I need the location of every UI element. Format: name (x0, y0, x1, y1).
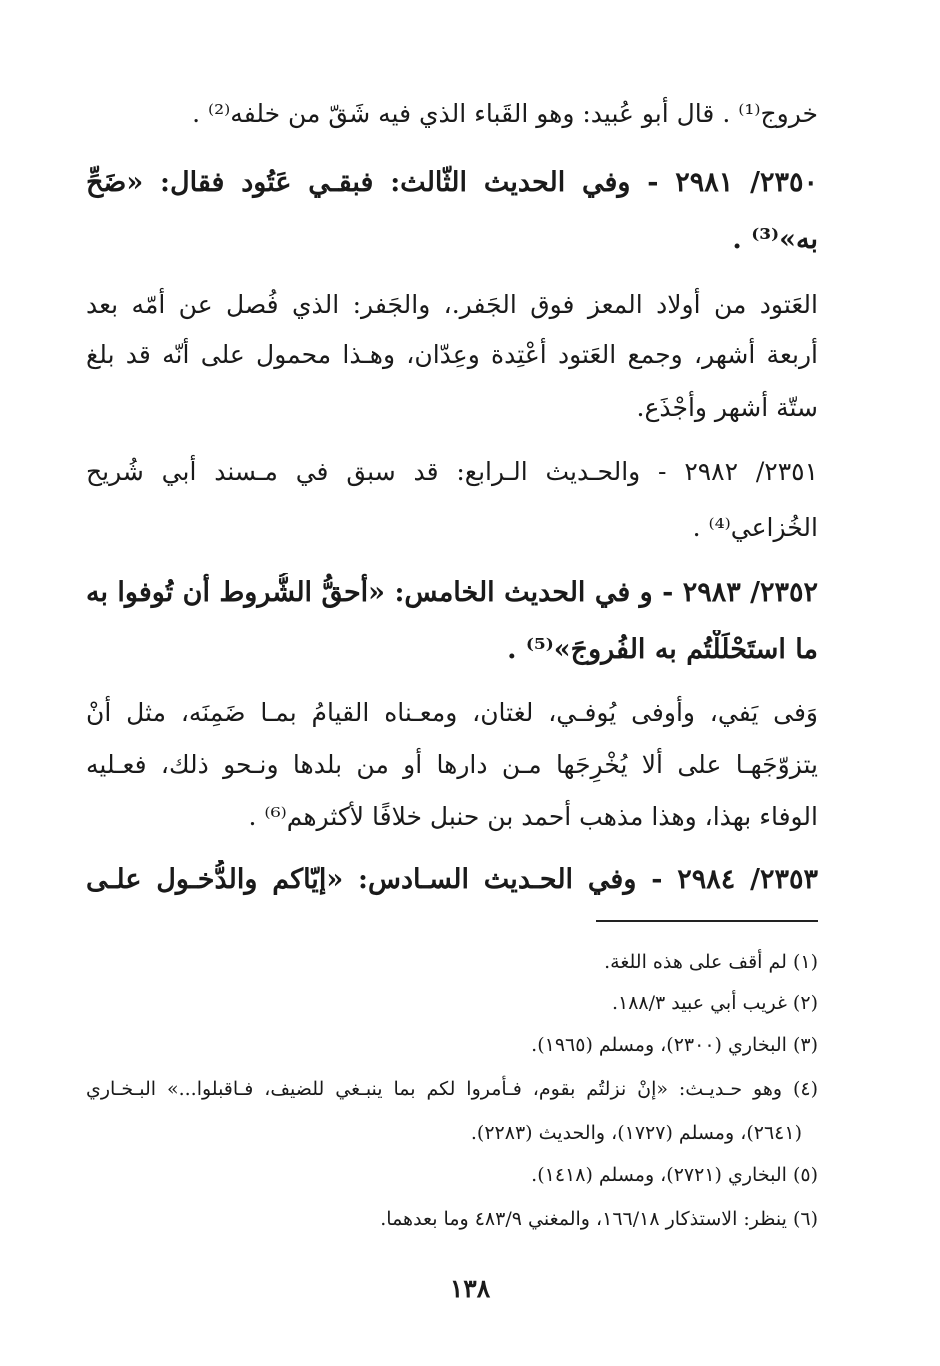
body-line: ما استَحْلَلْتُم به الفُروجَ»⁽⁵⁾ . (507, 634, 818, 665)
footnote-separator (596, 920, 818, 922)
body-line: وَفى يَفي، وأوفى يُوفـي، لغتان، ومعـناه القيامُ بمـا ضَمِنَه، مثل أنْ (86, 698, 818, 727)
footnote: (٥) البخاري (٢٧٢١)، ومسلم (١٤١٨). (531, 1164, 818, 1186)
body-line: ستّة أشهر وأجْذَع. (636, 393, 818, 422)
footnote: (١) لم أقف على هذه اللغة. (604, 951, 818, 973)
hadith-heading: ٢٣٥١/ ٢٩٨٢ - والحـديث الـرابع: قد سبق في مـسند أبي شُريح (86, 457, 818, 486)
body-line: الخُزاعي⁽⁴⁾ . (692, 513, 818, 542)
body-line: به»⁽³⁾ . (732, 224, 818, 255)
hadith-heading: ٢٣٥٣/ ٢٩٨٤ - وفي الحـديث السـادس: «إيّاكم والدُّخـول علـى (86, 864, 818, 895)
footnote: (٢) غريب أبي عبيد ١٨٨/٣. (611, 992, 818, 1014)
hadith-heading: ٢٣٥٠/ ٢٩٨١ - وفي الحديث الثّالث: فبقـي عَتُود فقال: «ضَحِّ (86, 167, 818, 198)
hadith-heading: ٢٣٥٢/ ٢٩٨٣ - و في الحديث الخامس: «أحقُّ الشُّروط أن تُوفوا به (86, 577, 818, 608)
body-line: العَتود من أولاد المعز فوق الجَفر.، والجَفر: الذي فُصل عن أمّه بعد (86, 290, 818, 319)
footnote: (٣) البخاري (٢٣٠٠)، ومسلم (١٩٦٥). (531, 1034, 818, 1056)
body-line: خروج⁽¹⁾ . قال أبو عُبيد: وهو القَباء الذي فيه شَقّ من خلفه⁽²⁾ . (192, 99, 818, 128)
footnote-continuation: (٢٦٤١)، ومسلم (١٧٢٧)، والحديث (٢٢٨٣). (470, 1122, 802, 1144)
body-line: الوفاء بهذا، وهذا مذهب أحمد بن حنبل خلافًا لأكثرهم⁽⁶⁾ . (248, 802, 818, 831)
footnote: (٤) وهو حـديـث: «إنْ نزلتُم بقوم، فـأمروا لكم بما ينبـغي للضيف، فـاقبلوا...» البـخـاري (86, 1078, 818, 1100)
body-line: يتزوّجَهـا على ألا يُخْرِجَها مـن دارها أو من بلدها ونـحو ذلك، فعـليه (86, 750, 818, 779)
body-line: أربعة أشهر، وجمع العَتود أعْتِدة وعِدّان، وهـذا محمول على أنّه قد بلغ (86, 340, 818, 369)
page-number: ١٣٨ (449, 1274, 491, 1303)
footnote: (٦) ينظر: الاستذكار ١٦٦/١٨، والمغني ٤٨٣/٩ وما بعدهما. (380, 1208, 818, 1230)
